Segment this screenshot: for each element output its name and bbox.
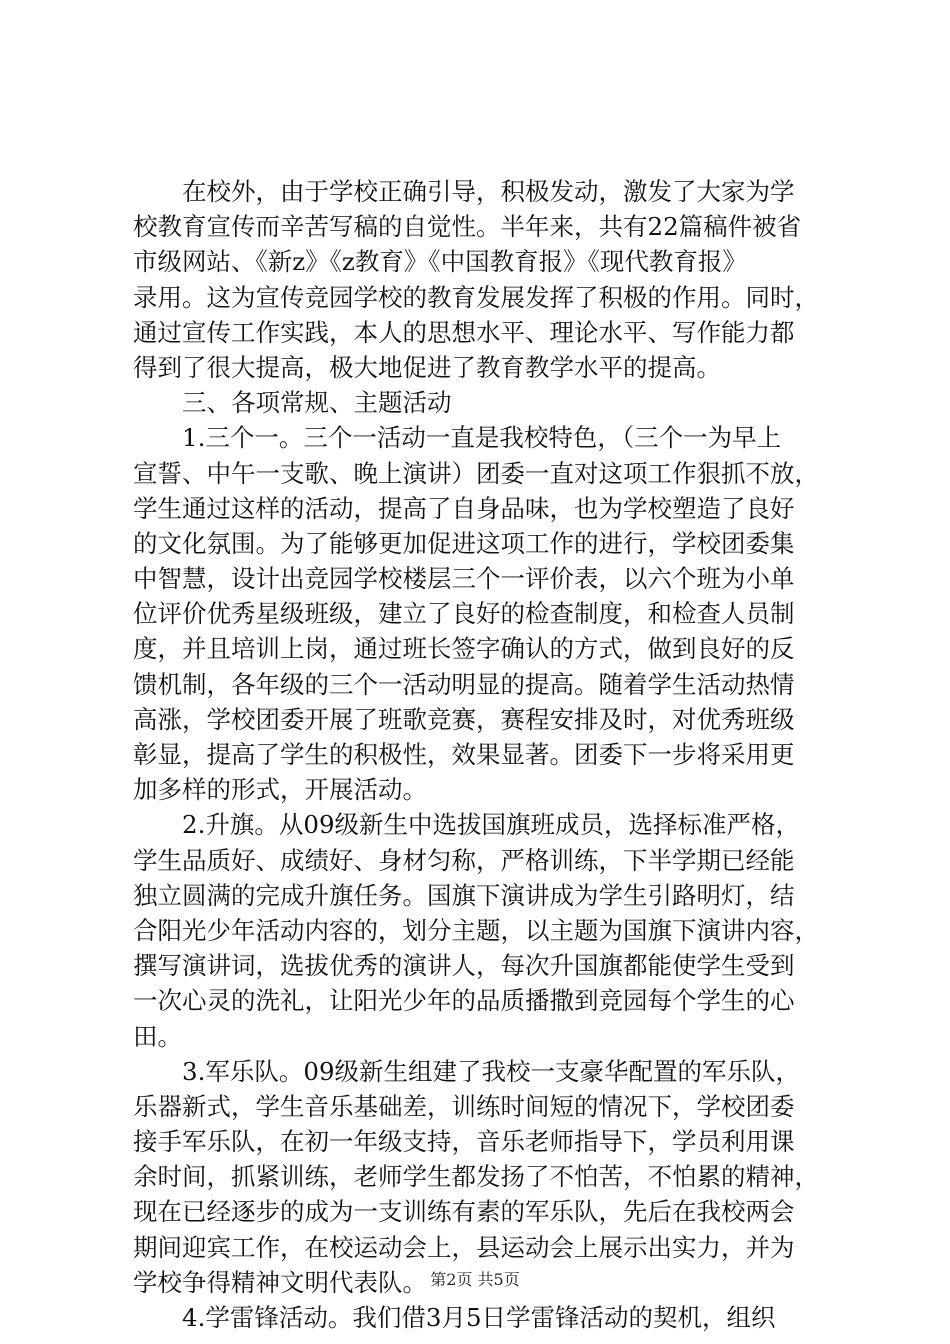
text-line: 宣誓、中午一支歌、晚上演讲）团委一直对这项工作狠抓不放，	[133, 458, 819, 488]
text-line: 期间迎宾工作，在校运动会上，县运动会上展示出实力，并为	[133, 1232, 795, 1262]
text-line: 学生品质好、成绩好、身材匀称，严格训练，下半学期已经能	[133, 845, 795, 875]
text-line: 4.学雷锋活动。我们借3月5日学雷锋活动的契机，组织	[133, 1303, 776, 1332]
text-line: 三、各项常规、主题活动	[133, 388, 452, 418]
text-line: 撰写演讲词，选拔优秀的演讲人，每次升国旗都能使学生受到	[133, 951, 795, 981]
text-line: 度，并且培训上岗，通过班长签字确认的方式，做到良好的反	[133, 634, 795, 664]
text-line: 市级网站、《新z》《z教育》《中国教育报》《现代教育报》	[133, 247, 747, 277]
text-line: 一次心灵的洗礼，让阳光少年的品质播撒到竞园每个学生的心	[133, 986, 795, 1016]
text-line: 现在已经逐步的成为一支训练有素的军乐队，先后在我校两会	[133, 1197, 795, 1227]
text-line: 通过宣传工作实践，本人的思想水平、理论水平、写作能力都	[133, 317, 795, 347]
text-line: 录用。这为宣传竞园学校的教育发展发挥了积极的作用。同时，	[133, 282, 819, 312]
text-line: 加多样的形式，开展活动。	[133, 775, 427, 805]
text-line: 学生通过这样的活动，提高了自身品味，也为学校塑造了良好	[133, 493, 795, 523]
text-line: 余时间，抓紧训练，老师学生都发扬了不怕苦，不怕累的精神，	[133, 1162, 819, 1192]
text-line: 乐器新式，学生音乐基础差，训练时间短的情况下，学校团委	[133, 1091, 795, 1121]
text-line: 接手军乐队，在初一年级支持，音乐老师指导下，学员利用课	[133, 1127, 795, 1157]
text-line: 学校争得精神文明代表队。	[133, 1267, 427, 1297]
text-line: 位评价优秀星级班级，建立了良好的检查制度，和检查人员制	[133, 599, 795, 629]
text-line: 1.三个一。三个一活动一直是我校特色，（三个一为早上	[133, 423, 782, 453]
text-line: 的文化氛围。为了能够更加促进这项工作的进行，学校团委集	[133, 528, 795, 558]
text-line: 2.升旗。从09级新生中选拔国旗班成员，选择标准严格，	[133, 810, 801, 840]
text-line: 合阳光少年活动内容的，划分主题，以主题为国旗下演讲内容，	[133, 915, 819, 945]
text-line: 独立圆满的完成升旗任务。国旗下演讲成为学生引路明灯，结	[133, 880, 795, 910]
text-line: 中智慧，设计出竞园学校楼层三个一评价表，以六个班为小单	[133, 564, 795, 594]
page-footer: 第2页 共5页	[430, 1270, 520, 1289]
body-text	[133, 174, 833, 1335]
text-line: 彰显，提高了学生的积极性，效果显著。团委下一步将采用更	[133, 740, 795, 769]
text-line: 校教育宣传而辛苦写稿的自觉性。半年来，共有22篇稿件被省	[133, 212, 802, 242]
text-line: 在校外，由于学校正确引导，积极发动，激发了大家为学	[133, 177, 795, 206]
text-line: 得到了很大提高，极大地促进了教育教学水平的提高。	[133, 352, 721, 382]
text-line: 高涨，学校团委开展了班歌竞赛，赛程安排及时，对优秀班级	[133, 704, 795, 734]
text-line: 田。	[133, 1021, 182, 1051]
text-line: 馈机制，各年级的三个一活动明显的提高。随着学生活动热情	[133, 669, 795, 699]
text-line: 3.军乐队。09级新生组建了我校一支豪华配置的军乐队，	[133, 1056, 801, 1086]
